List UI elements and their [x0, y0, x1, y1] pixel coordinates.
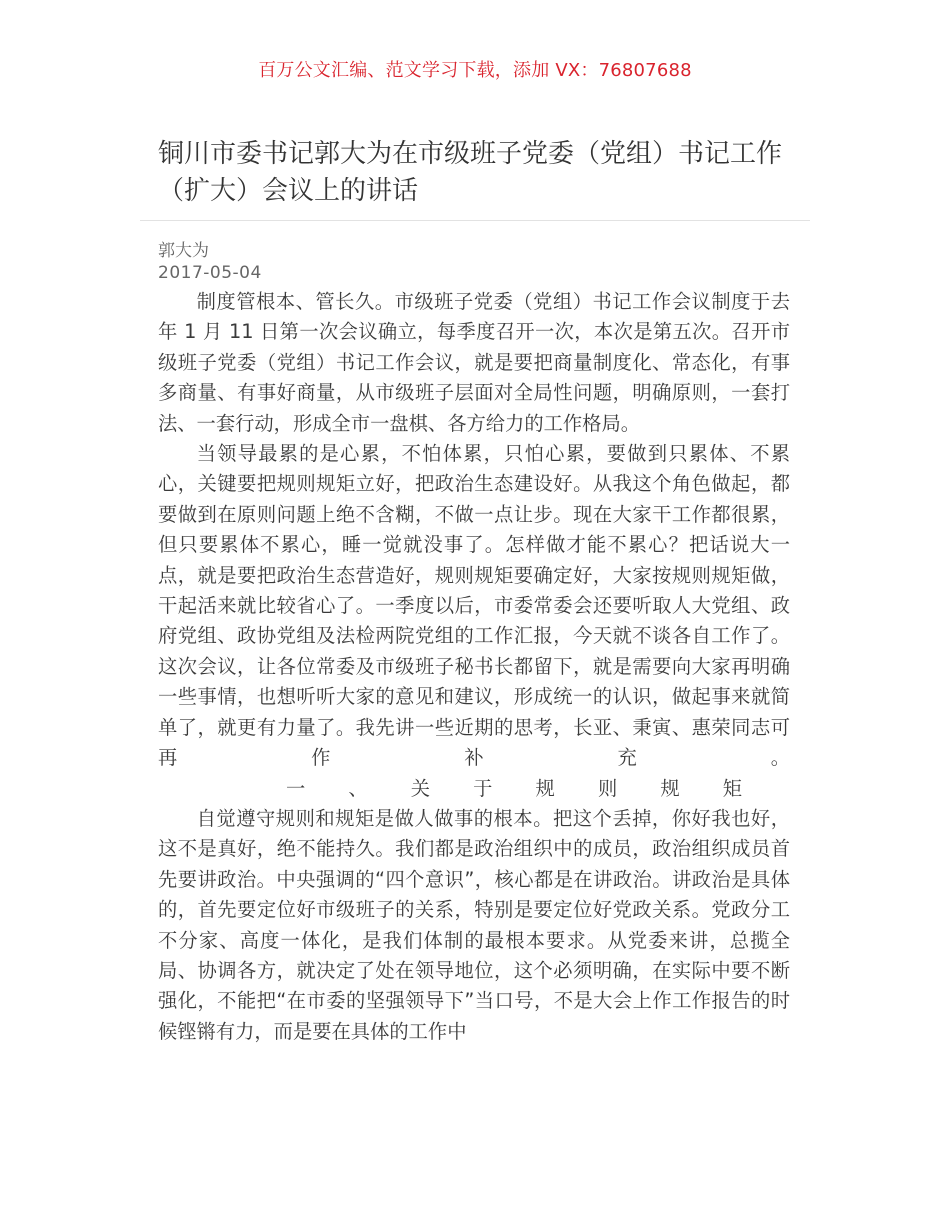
section-heading: 一、关于规则规矩	[286, 776, 742, 800]
watermark-banner: 百万公文汇编、范文学习下载，添加 VX：76807688	[258, 60, 692, 81]
article-title: 铜川市委书记郭大为在市级班子党委（党组）书记工作（扩大）会议上的讲话	[158, 139, 783, 206]
title-divider	[140, 220, 810, 221]
article-author: 郭大为	[158, 241, 209, 261]
article-body	[158, 287, 790, 1047]
article-date: 2017-05-04	[158, 263, 262, 283]
paragraph-2: 当领导最累的是心累，不怕体累，只怕心累，要做到只累体、不累心，关键要把规则规矩立好，把政治生态建设好。从我这个角色做起，都要做到在原则问题上绝不含糊，不做一点让步。现在大家干工作都很累，但只要累体不累心，睡一觉就没事了。怎样做才能不累心？把话说大一点，就是要把政治生态营造好，规则规矩要确定好，大家按规则规矩做，干起活来就比较省心了。一季度以后，市委常委会还要听取人大党组、政府党组、政协党组及法检两院党组的工作汇报，今天就不谈各自工作了。这次会议，让各位常委及市级班子秘书长都留下，就是需要向大家再明确一些事情，也想听听大家的意见和建议，形成统一的认识，做起事来就简单了，就更有力量了。我先讲一些近期的思考，长亚、秉寅、惠荣同志可再作补充。	[158, 442, 790, 770]
paragraph-3: 自觉遵守规则和规矩是做人做事的根本。把这个丢掉，你好我也好，这不是真好，绝不能持久。我们都是政治组织中的成员，政治组织成员首先要讲政治。中央强调的“四个意识”，核心都是在讲政治。讲政治是具体的，首先要定位好市级班子的关系，特别是要定位好党政关系。党政分工不分家、高度一体化，是我们体制的最根本要求。从党委来讲，总揽全局、协调各方，就决定了处在领导地位，这个必须明确，在实际中要不断强化，不能把“在市委的坚强领导下”当口号，不是大会上作工作报告的时候铿锵有力，而是要在具体的工作中	[158, 806, 790, 1043]
paragraph-1: 制度管根本、管长久。市级班子党委（党组）书记工作会议制度于去年 1 月 11 日第一次会议确立，每季度召开一次，本次是第五次。召开市级班子党委（党组）书记工作会议，就是要把商量制度化、常态化，有事多商量、有事好商量，从市级班子层面对全局性问题，明确原则，一套打法、一套行动，形成全市一盘棋、各方给力的工作格局。	[158, 290, 790, 435]
